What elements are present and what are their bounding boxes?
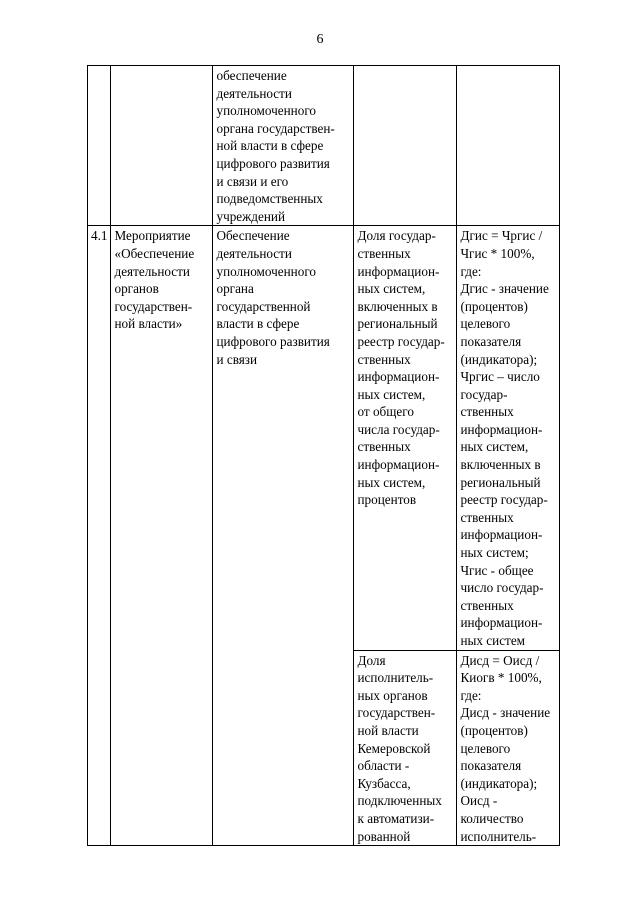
program-table: [87, 65, 560, 846]
indicator-1-text: Доля государ- ственных информацион- ных систем, включенных в региональный реестр государ- ственных информацион- ных систем, от общего числа государ- ственных информацион- ных систем, процентов: [357, 228, 445, 508]
cell-indicator-2: [354, 650, 457, 846]
event-text: Мероприятие «Обеспечение деятельности органов государствен- ной власти»: [114, 228, 195, 332]
cell-goal-continuation: [213, 66, 354, 226]
cell-formula-2: [457, 650, 560, 846]
cell-formula-empty: [457, 66, 560, 226]
cell-formula-1: [457, 226, 560, 650]
formula-2-text: Дисд = Оисд / Киогв * 100%, где: Дисд - значение (процентов) целевого показателя (индикатора); Оисд - количество исполнитель-: [460, 652, 551, 844]
cell-event: [111, 226, 213, 846]
row-number: 4.1: [91, 228, 108, 244]
page-number: 6: [316, 32, 324, 47]
cell-number-empty: [88, 66, 111, 226]
goal-text: Обеспечение деятельности уполномоченного органа государственной власти в сфере цифрового развития и связи: [216, 228, 330, 367]
cell-goal: [213, 226, 354, 846]
cell-indicator-1: [354, 226, 457, 650]
formula-1-text: Дгис = Чргис / Чгис * 100%, где: Дгис - значение (процентов) целевого показателя (индикатора); Чргис – число государ- ственных информацион- ных систем, включенных в региональный реестр государ- ственных информацион- ных систем; Чгис - общее число государ- ственных информацион- ных систем: [460, 228, 549, 648]
table-row-continuation: [88, 66, 560, 226]
goal-continuation-text: обеспечение деятельности уполномоченного органа государствен- ной власти в сфере цифрового развития и связи и его подведомственных учреждений: [216, 68, 335, 224]
cell-indicator-empty: [354, 66, 457, 226]
indicator-2-text: Доля исполнитель- ных органов государствен- ной власти Кемеровской области - Кузбасса, подключенных к автоматизи- рованной: [357, 652, 442, 844]
table-row-4-1: [88, 226, 560, 650]
cell-event-empty: [111, 66, 213, 226]
cell-number: [88, 226, 111, 846]
